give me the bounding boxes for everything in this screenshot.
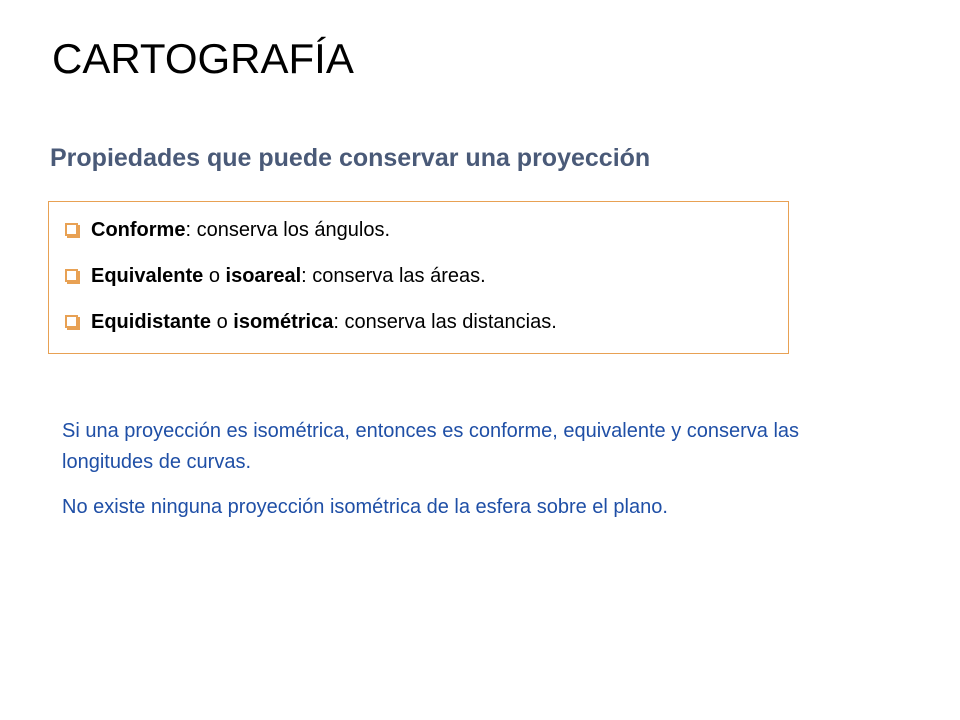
property-connector: o <box>203 265 226 287</box>
property-description: : conserva las distancias. <box>333 311 557 333</box>
property-term-alt: isométrica <box>233 311 334 333</box>
property-item-equidistante <box>65 310 557 334</box>
property-description: : conserva las áreas. <box>301 265 486 287</box>
property-term-alt: isoareal <box>225 265 302 287</box>
note-no-isometric-projection: No existe ninguna proyección isométrica de la esfera sobre el plano. <box>62 496 668 518</box>
properties-box <box>48 201 789 354</box>
square-bullet-icon <box>65 269 78 282</box>
properties-list <box>65 218 557 334</box>
property-term: Conforme <box>91 219 186 241</box>
section-subtitle: Propiedades que puede conservar una proyección <box>50 144 651 172</box>
property-term: Equidistante <box>91 311 212 333</box>
property-item-conforme <box>65 218 557 242</box>
property-term: Equivalente <box>91 265 204 287</box>
property-item-equivalente <box>65 264 557 288</box>
square-bullet-icon <box>65 223 78 236</box>
square-bullet-icon <box>65 315 78 328</box>
slide-title: CARTOGRAFÍA <box>52 35 354 82</box>
property-description: : conserva los ángulos. <box>185 219 391 241</box>
note-isometric-implication: Si una proyección es isométrica, entonces es conforme, equivalente y conserva las longitudes de curvas. <box>62 420 800 473</box>
property-connector: o <box>211 311 234 333</box>
